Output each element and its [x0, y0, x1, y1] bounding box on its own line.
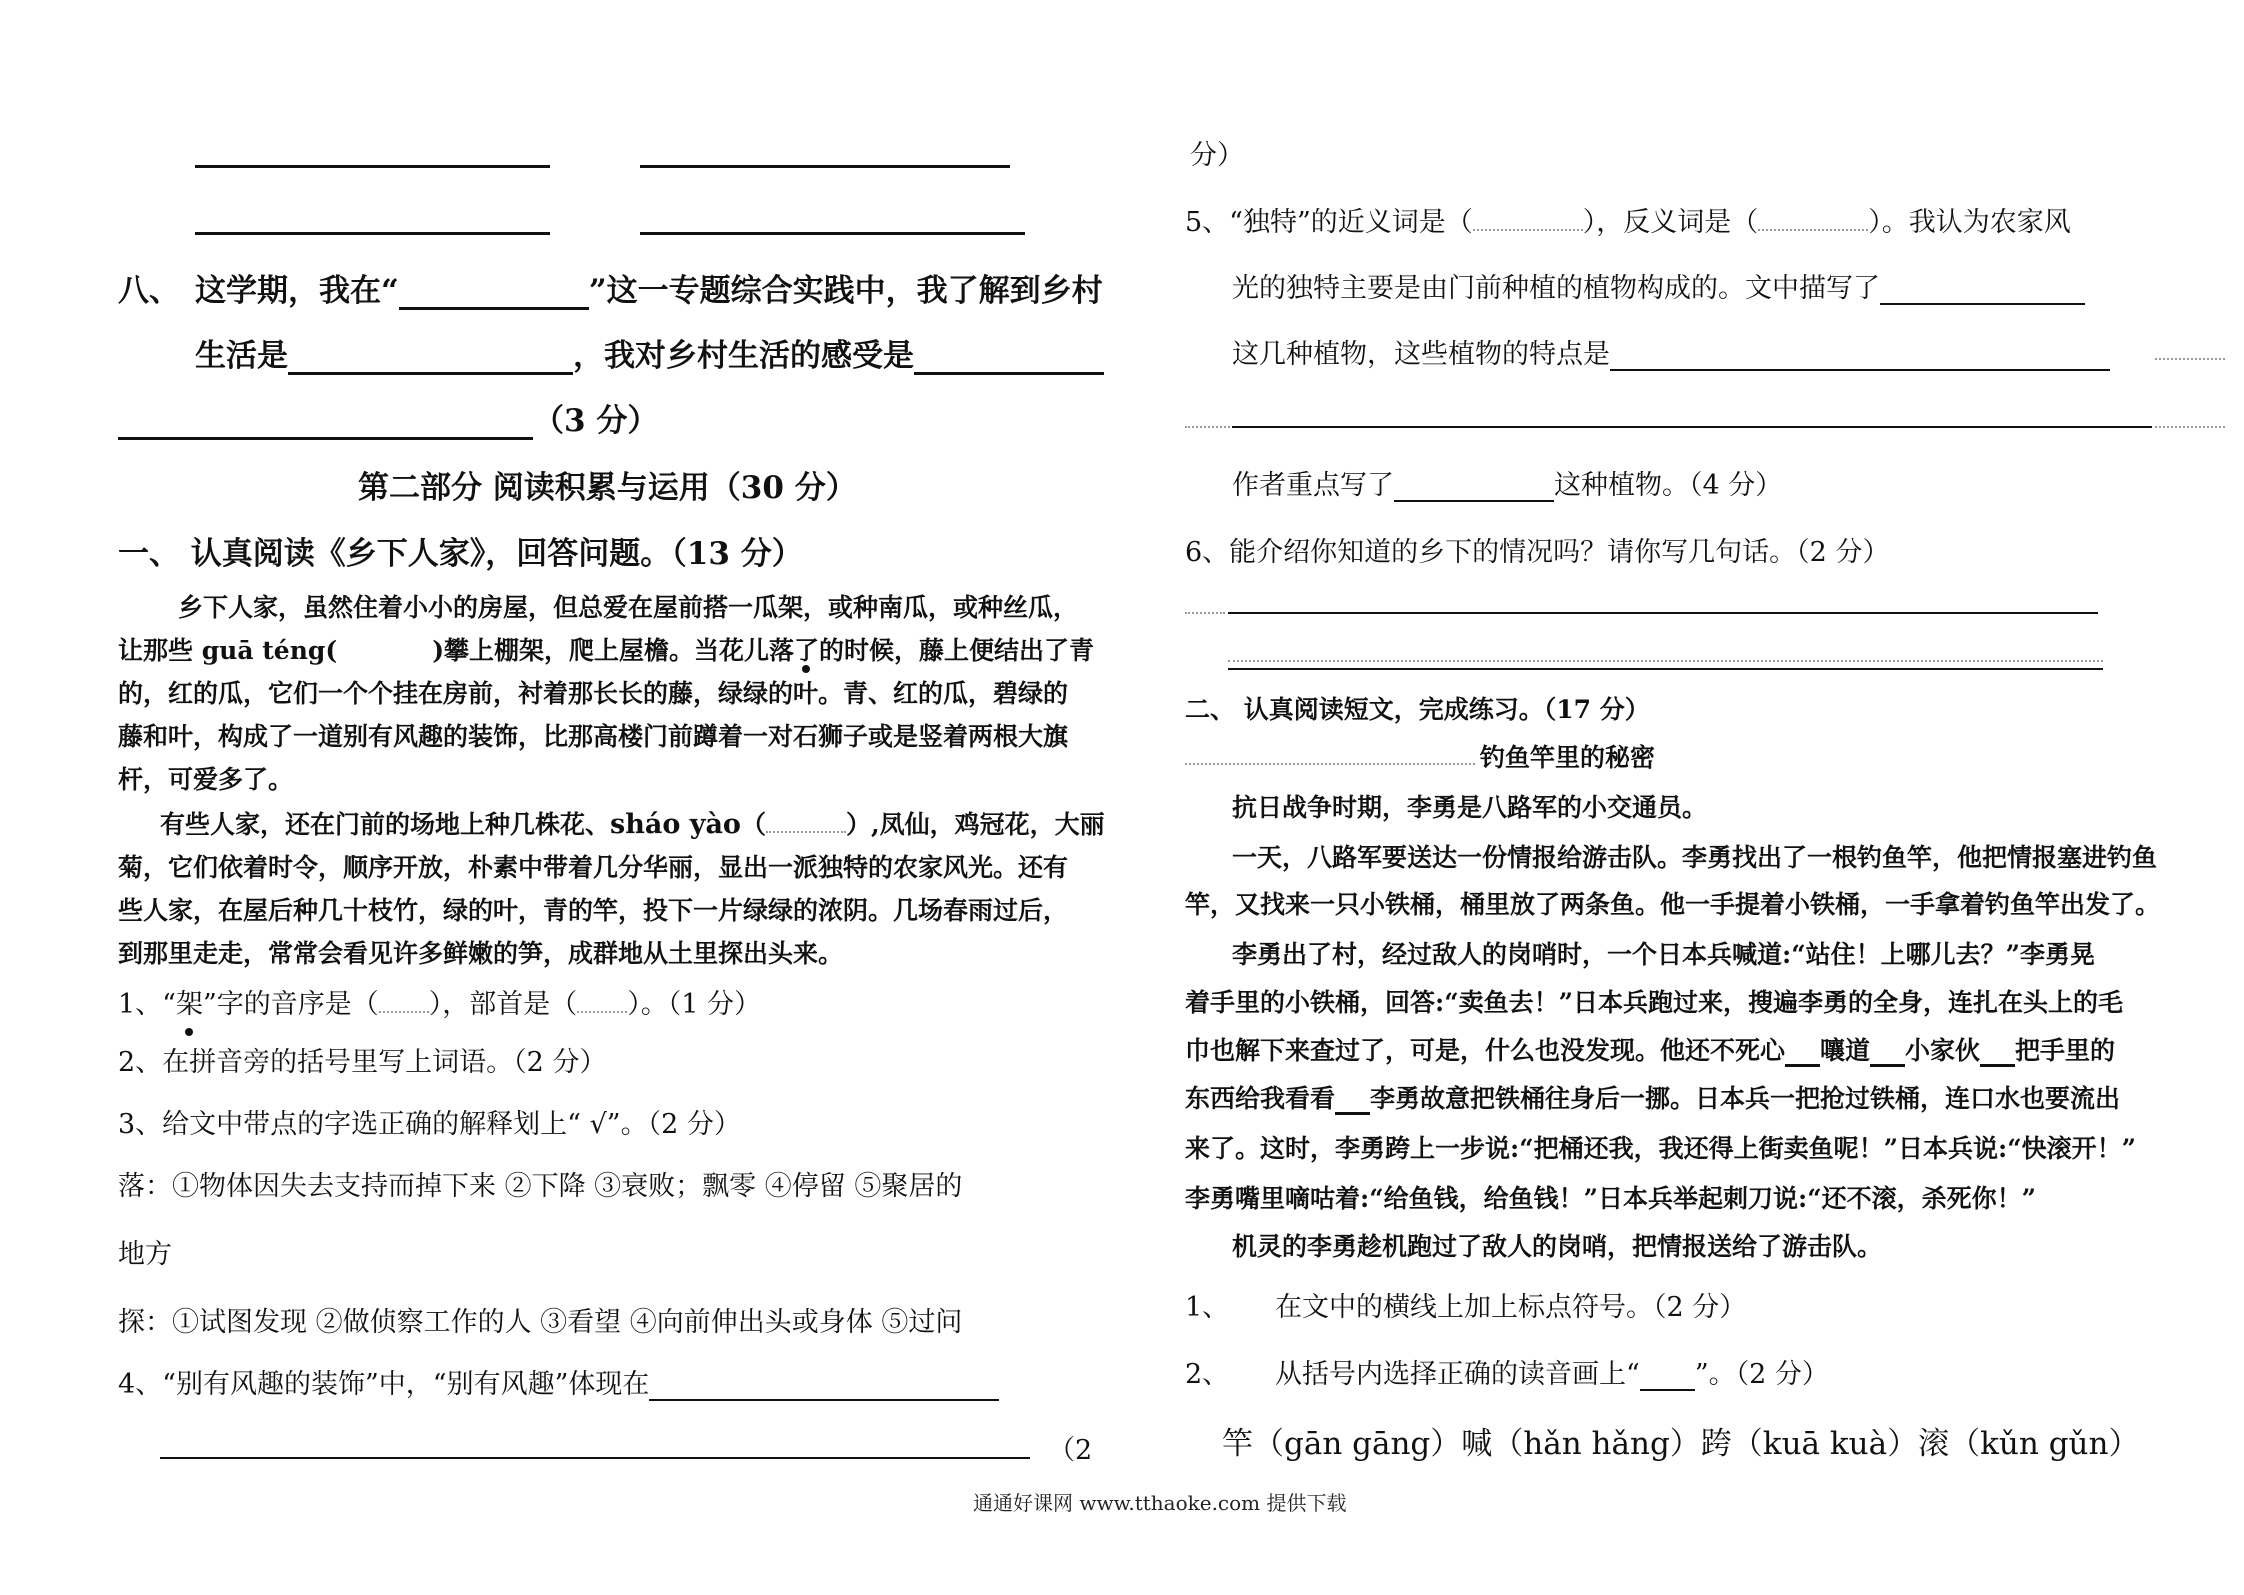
question-8-text: ，我对乡村生活的感受是	[573, 338, 914, 374]
dotted-leader	[1185, 426, 1230, 428]
question-text: 这种植物。（4 分）	[1554, 470, 1783, 501]
features-blank-continued[interactable]	[1232, 426, 2152, 428]
question-5-line-1	[1185, 200, 2071, 239]
features-blank[interactable]	[1610, 339, 2110, 371]
passage-line	[118, 674, 1068, 710]
rural-life-blank[interactable]	[288, 342, 573, 375]
question-text: 4、“别有风趣的装饰”中，“别有风趣”体现在	[118, 1369, 650, 1400]
dotted-leader	[2155, 358, 2225, 360]
topic-blank[interactable]	[399, 277, 589, 310]
answer-space[interactable]	[577, 1011, 627, 1013]
question-text: 从括号内选择正确的读音画上“	[1275, 1359, 1640, 1390]
passage-line: 菊，它们依着时令，顺序开放，朴素中带着几分华丽，显出一派独特的农家风光。还有	[118, 853, 1069, 882]
question-8-number: 八、	[118, 273, 180, 309]
question-8-score: （3 分）	[533, 403, 659, 439]
question-2: 2、在拼音旁的括号里写上词语。（2 分）	[118, 1047, 607, 1078]
dotted-leader	[1228, 660, 2103, 662]
story-line: 机灵的李勇趁机跑过了敌人的岗哨，把情报送给了游击队。	[1232, 1232, 1883, 1261]
story-line: 竿，又找来一只小铁桶，桶里放了两条鱼。他一手提着小铁桶，一手拿着钓鱼竿出发了。	[1185, 890, 2161, 919]
story-text: 小家伙	[1905, 1036, 1981, 1065]
definition-tan[interactable]: 探：①试图发现 ②做侦察工作的人 ③看望 ④向前伸出头或身体 ⑤过问	[118, 1307, 963, 1338]
passage-text: 的，红的瓜，它们一个个挂在房前，衬着那长长的藤，绿绿的	[118, 679, 794, 708]
question-text: 1、“	[118, 989, 176, 1020]
passage-text: 让那些 guā téng(	[118, 636, 338, 665]
section-2-question-2	[1275, 1352, 1829, 1391]
story-line: 一天，八路军要送达一份情报给游击队。李勇找出了一根钓鱼竿，他把情报塞进钓鱼	[1232, 843, 2158, 872]
question-text: 5、“独特”的近义词是（	[1185, 207, 1473, 238]
antonym-space[interactable]	[1758, 229, 1868, 231]
story-line: 着手里的小铁桶，回答:“卖鱼去！”日本兵跑过来，搜遍李勇的全身，连扎在头上的毛	[1185, 988, 2123, 1017]
story-line: 来了。这时，李勇跨上一步说:“把桶还我，我还得上街卖鱼呢！”日本兵说:“快滚开！”	[1185, 1134, 2136, 1163]
story-line	[1185, 1031, 2115, 1067]
question-8-text: 生活是	[195, 338, 288, 374]
answer-line[interactable]	[640, 232, 1025, 235]
passage-line: 乡下人家，虽然住着小小的房屋，但总爱在屋前搭一瓜架，或种南瓜，或种丝瓜，	[178, 593, 1079, 622]
answer-space[interactable]	[379, 1011, 429, 1013]
question-text: 作者重点写了	[1232, 470, 1394, 501]
definition-luo-continued[interactable]: 地方	[118, 1239, 172, 1270]
dotted-character-jia: 架	[175, 989, 203, 1020]
question-text: ），反义词是（	[1582, 207, 1759, 238]
question-text: 光的独特主要是由门前种植的植物构成的。文中描写了	[1232, 273, 1880, 304]
section-2-question-2-number: 2、	[1185, 1359, 1230, 1390]
question-8-line-2	[195, 330, 1104, 375]
passage-text: ）,凤仙，鸡冠花，大丽	[845, 810, 1105, 839]
story-text: 李勇故意把铁桶往身后一挪。日本兵一把抢过铁桶，连口水也要流出	[1370, 1084, 2121, 1113]
story-text: 嚷道	[1820, 1036, 1871, 1065]
story-text: 东西给我看看	[1185, 1084, 1336, 1113]
passage-line: 些人家，在屋后种几十枝竹，绿的叶，青的竿，投下一片绿绿的浓阴。几场春雨过后，	[118, 896, 1069, 925]
question-8-line-1	[195, 265, 1103, 310]
passage-text: 。青、红的瓜，碧绿的	[818, 679, 1069, 708]
answer-line[interactable]	[1228, 668, 2103, 670]
question-5-line-5	[1232, 463, 1782, 502]
passage-line: 到那里走走，常常会看见许多鲜嫩的笋，成群地从土里探出头来。	[118, 939, 844, 968]
focus-plant-blank[interactable]	[1394, 470, 1554, 502]
story-text: 把手里的	[2015, 1036, 2116, 1065]
punctuation-blank[interactable]	[1335, 1086, 1370, 1115]
answer-line[interactable]	[640, 165, 1010, 168]
footer-credit: 通通好课网 www.tthaoke.com 提供下载	[973, 1491, 1347, 1515]
story-title: 钓鱼竿里的秘密	[1480, 743, 1656, 772]
question-text: ”字的音序是（	[202, 989, 379, 1020]
feeling-blank[interactable]	[914, 342, 1104, 375]
question-text: ）。我认为农家风	[1868, 207, 2071, 238]
passage-line: 杆，可爱多了。	[118, 765, 294, 794]
pinyin-answer-space[interactable]	[766, 831, 846, 833]
answer-line[interactable]	[195, 165, 550, 168]
question-text: ）。（1 分）	[627, 989, 762, 1020]
question-text: ），部首是（	[428, 989, 578, 1020]
section-1-title: 一、 认真阅读《乡下人家》，回答问题。（13 分）	[118, 536, 803, 572]
synonym-space[interactable]	[1473, 229, 1583, 231]
section-2-title: 二、 认真阅读短文，完成练习。（17 分）	[1185, 695, 1650, 724]
dotted-leader	[1185, 763, 1475, 765]
punctuation-blank[interactable]	[1785, 1038, 1820, 1067]
definition-luo[interactable]: 落：①物体因失去支持而掉下来 ②下降 ③衰败；飘零 ④停留 ⑤聚居的	[118, 1171, 963, 1202]
punctuation-blank[interactable]	[1870, 1038, 1905, 1067]
question-4-score: （2	[1048, 1435, 1093, 1466]
passage-line: 藤和叶，构成了一道别有风趣的装饰，比那高楼门前蹲着一对石狮子或是竖着两根大旗	[118, 722, 1069, 751]
dotted-leader	[1185, 612, 1225, 614]
dotted-character-ye: 叶	[793, 679, 819, 708]
question-8-line-3	[118, 395, 658, 440]
question-5-line-2	[1232, 266, 2085, 305]
plants-blank[interactable]	[1880, 273, 2085, 305]
answer-line[interactable]	[1228, 612, 2098, 614]
question-5-line-3	[1232, 332, 2110, 371]
punctuation-blank[interactable]	[1980, 1038, 2015, 1067]
pinyin-choices[interactable]: 竿（gān gāng）喊（hǎn hǎng）跨（kuā kuà）滚（kǔn gǔn）	[1222, 1426, 2140, 1462]
question-4-score-continued: 分）	[1190, 140, 1244, 171]
question-1	[118, 982, 761, 1021]
story-line: 李勇嘴里嘀咕着:“给鱼钱，给鱼钱！”日本兵举起刺刀说:“还不滚，杀死你！”	[1185, 1184, 2036, 1213]
story-line: 李勇出了村，经过敌人的岗哨时，一个日本兵喊道:“站住！上哪儿去？”李勇晃	[1232, 940, 2095, 969]
question-3: 3、给文中带点的字选正确的解释划上“ √”。（2 分）	[118, 1109, 741, 1140]
answer-line[interactable]	[195, 232, 550, 235]
dotted-leader	[2155, 426, 2225, 428]
underline-sample	[1640, 1363, 1695, 1391]
question-8-text: 这学期，我在“	[195, 273, 399, 309]
story-line	[1185, 1079, 2120, 1115]
story-line: 抗日战争时期，李勇是八路军的小交通员。	[1232, 793, 1708, 822]
passage-text: )攀上棚架，爬上屋檐。当花儿落了的时候，藤上便结出了青	[432, 636, 1095, 665]
story-text: 巾也解下来查过了，可是，什么也没发现。他还不死心	[1185, 1036, 1786, 1065]
passage-line	[160, 805, 1105, 841]
section-2-question-1-number: 1、	[1185, 1292, 1230, 1323]
question-4	[118, 1362, 999, 1401]
answer-line[interactable]	[160, 1457, 1030, 1459]
passage-line	[118, 631, 1094, 667]
passage-text: 有些人家，还在门前的场地上种几株花、	[160, 810, 611, 839]
answer-line[interactable]	[649, 1369, 999, 1401]
feeling-blank-continued[interactable]	[118, 407, 533, 440]
passage-text: （	[740, 810, 766, 839]
question-text: ”。（2 分）	[1694, 1359, 1829, 1390]
section-2-question-1: 在文中的横线上加上标点符号。（2 分）	[1275, 1292, 1747, 1323]
part-2-title: 第二部分 阅读积累与运用（30 分）	[358, 470, 857, 506]
question-text: 这几种植物，这些植物的特点是	[1232, 339, 1610, 370]
question-6: 6、能介绍你知道的乡下的情况吗？请你写几句话。（2 分）	[1185, 537, 1890, 568]
question-8-text: ”这一专题综合实践中，我了解到乡村	[588, 273, 1103, 309]
pinyin-shaoyao: sháo yào	[610, 809, 741, 840]
